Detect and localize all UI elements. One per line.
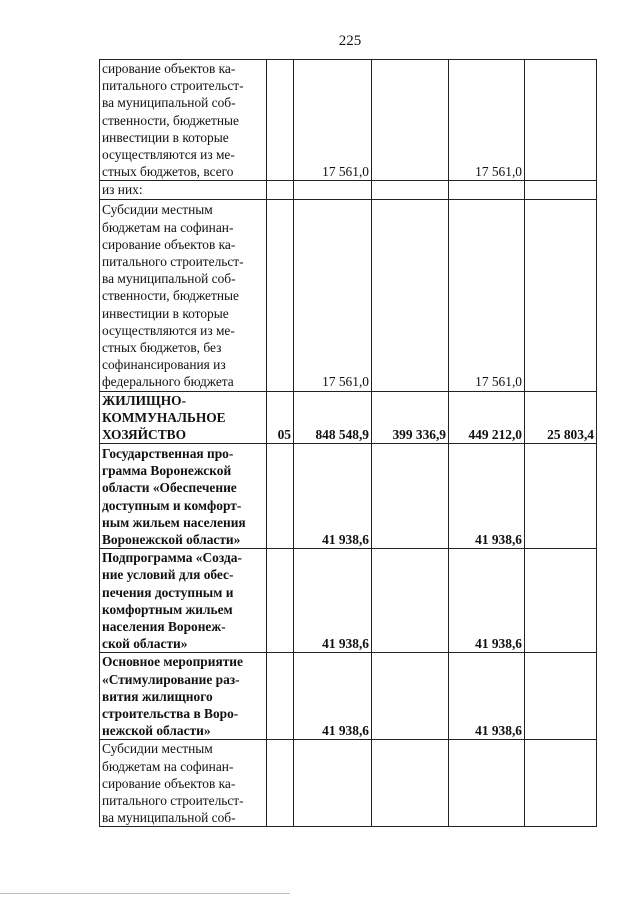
section-code-cell bbox=[267, 60, 294, 181]
total-amount-cell: 17 561,0 bbox=[294, 60, 372, 181]
amount-cell-col4 bbox=[525, 549, 597, 653]
amount-cell-col4 bbox=[525, 653, 597, 740]
budget-table bbox=[99, 59, 597, 827]
amount-cell-col4 bbox=[525, 740, 597, 827]
amount-cell-col4 bbox=[525, 444, 597, 549]
table-row bbox=[100, 549, 597, 653]
section-code-cell bbox=[267, 740, 294, 827]
total-amount-cell: 41 938,6 bbox=[294, 653, 372, 740]
table-row bbox=[100, 444, 597, 549]
amount-cell-col2: 399 336,9 bbox=[372, 391, 449, 444]
amount-cell-col3: 41 938,6 bbox=[449, 444, 525, 549]
total-amount-cell: 848 548,9 bbox=[294, 391, 372, 444]
table-row bbox=[100, 60, 597, 181]
row-caption: Подпрограмма «Созда- ние условий для обес- печения доступным и комфортным жильем населения Воронеж- ской области» bbox=[100, 549, 267, 653]
table-row bbox=[100, 391, 597, 444]
table-row bbox=[100, 653, 597, 740]
amount-cell-col4 bbox=[525, 60, 597, 181]
row-caption: Субсидии местным бюджетам на софинан- сирование объектов ка- питального строительст- ва муниципальной соб- bbox=[100, 740, 267, 827]
section-code-cell bbox=[267, 181, 294, 199]
amount-cell-col3: 41 938,6 bbox=[449, 653, 525, 740]
section-code-cell bbox=[267, 653, 294, 740]
total-amount-cell bbox=[294, 181, 372, 199]
amount-cell-col3: 17 561,0 bbox=[449, 60, 525, 181]
total-amount-cell: 41 938,6 bbox=[294, 444, 372, 549]
total-amount-cell bbox=[294, 740, 372, 827]
amount-cell-col4: 25 803,4 bbox=[525, 391, 597, 444]
page-bottom-divider bbox=[0, 893, 290, 894]
amount-cell-col3: 17 561,0 bbox=[449, 199, 525, 391]
amount-cell-col3: 449 212,0 bbox=[449, 391, 525, 444]
amount-cell-col2 bbox=[372, 199, 449, 391]
row-caption: Государственная про- грамма Воронежской области «Обеспечение доступным и комфорт- ным жильем населения Воронежской области» bbox=[100, 444, 267, 549]
amount-cell-col4 bbox=[525, 199, 597, 391]
row-caption: Субсидии местным бюджетам на софинан- сирование объектов ка- питального строительст- ва муниципальной соб- ственности, бюджетные инвестиции в которые осуществляются из ме- стных бюджетов, без софинансирования из федерального бюджета bbox=[100, 199, 267, 391]
amount-cell-col3 bbox=[449, 181, 525, 199]
amount-cell-col2 bbox=[372, 549, 449, 653]
amount-cell-col2 bbox=[372, 653, 449, 740]
amount-cell-col2 bbox=[372, 181, 449, 199]
amount-cell-col2 bbox=[372, 740, 449, 827]
row-caption: ЖИЛИЩНО- КОММУНАЛЬНОЕ ХОЗЯЙСТВО bbox=[100, 391, 267, 444]
table-row bbox=[100, 199, 597, 391]
row-caption: Основное мероприятие «Стимулирование раз- вития жилищного строительства в Воро- нежской области» bbox=[100, 653, 267, 740]
section-code-cell: 05 bbox=[267, 391, 294, 444]
total-amount-cell: 17 561,0 bbox=[294, 199, 372, 391]
amount-cell-col3: 41 938,6 bbox=[449, 549, 525, 653]
table-row bbox=[100, 740, 597, 827]
section-code-cell bbox=[267, 549, 294, 653]
amount-cell-col4 bbox=[525, 181, 597, 199]
section-code-cell bbox=[267, 444, 294, 549]
section-code-cell bbox=[267, 199, 294, 391]
amount-cell-col2 bbox=[372, 60, 449, 181]
amount-cell-col2 bbox=[372, 444, 449, 549]
amount-cell-col3 bbox=[449, 740, 525, 827]
table-row bbox=[100, 181, 597, 199]
total-amount-cell: 41 938,6 bbox=[294, 549, 372, 653]
page-number: 225 bbox=[338, 33, 362, 49]
row-caption: из них: bbox=[100, 181, 267, 199]
row-caption: сирование объектов ка- питального строительст- ва муниципальной соб- ственности, бюджетные инвестиции в которые осуществляются из ме- стных бюджетов, всего bbox=[100, 60, 267, 181]
table-body bbox=[100, 60, 597, 827]
